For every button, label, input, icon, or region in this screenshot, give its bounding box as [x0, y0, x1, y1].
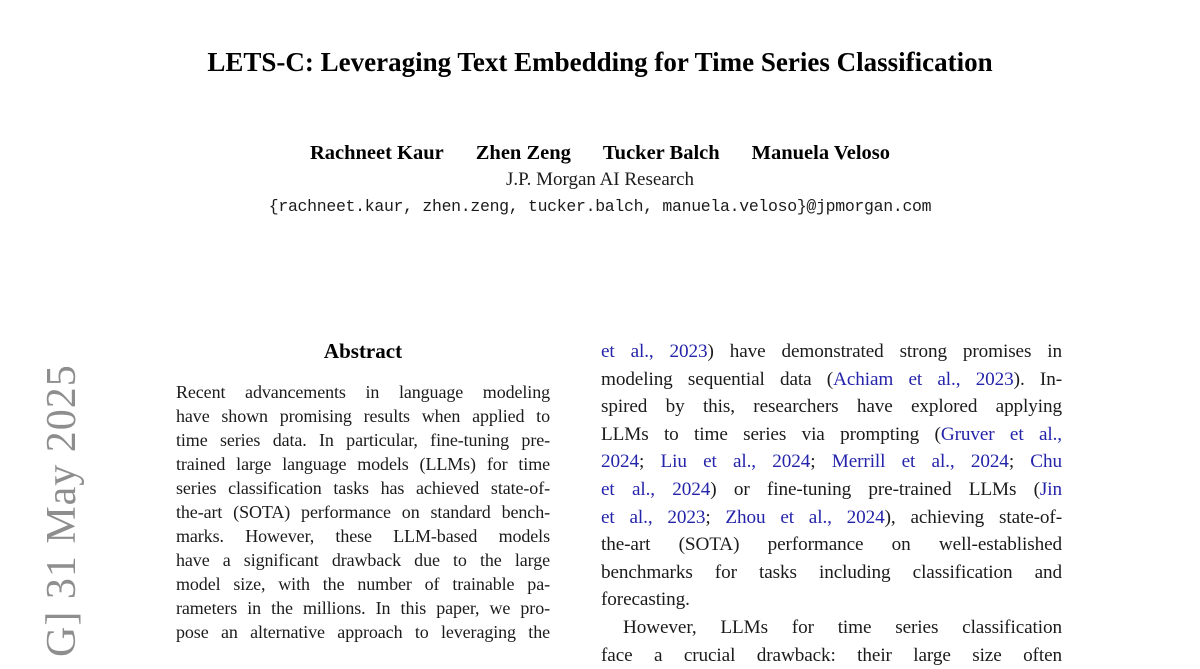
text-segment: However, LLMs for time series classification: [623, 616, 1062, 638]
citation-link[interactable]: et al., 2024: [601, 478, 711, 500]
citation-link[interactable]: Liu et al., 2024: [660, 451, 811, 473]
text-line: [601, 586, 1062, 614]
text-segment: ) have demonstrated strong promises in: [707, 341, 1062, 362]
text-line: [601, 476, 1062, 504]
author-list: [0, 142, 1200, 165]
text-segment: ;: [810, 451, 832, 473]
citation-link[interactable]: 2024: [601, 451, 639, 473]
author-name: Rachneet Kaur: [309, 142, 444, 164]
text-line: have shown promising results when applied to: [176, 406, 550, 426]
author-name: Tucker Balch: [602, 142, 720, 164]
text-line: [601, 448, 1062, 476]
citation-link[interactable]: Gruver et al.,: [940, 423, 1062, 445]
text-segment: ;: [705, 506, 726, 528]
text-segment: LLMs to time series via prompting (: [601, 423, 941, 445]
text-line: [601, 421, 1062, 449]
author-name: Manuela Veloso: [751, 142, 891, 164]
abstract-body: [176, 380, 550, 644]
text-segment: modeling sequential data (: [601, 368, 834, 390]
introduction-column: [601, 338, 1062, 666]
text-line: [601, 366, 1062, 394]
text-segment: spired by this, researchers have explored applying: [601, 396, 1062, 418]
citation-link[interactable]: et al., 2023: [601, 341, 708, 362]
text-line: [601, 614, 1062, 642]
citation-link[interactable]: et al., 2023: [601, 506, 706, 528]
text-segment: ;: [1008, 451, 1031, 473]
text-line: marks. However, these LLM-based models: [176, 526, 550, 546]
citation-link[interactable]: Zhou et al., 2024: [725, 506, 885, 528]
text-line: [601, 504, 1062, 532]
text-segment: the-art (SOTA) performance on well-established: [601, 534, 1062, 556]
text-line: model size, with the number of trainable pa-: [176, 574, 550, 594]
text-segment: face a crucial drawback: their large size often: [601, 644, 1062, 666]
author-name: Zhen Zeng: [475, 142, 571, 164]
text-segment: benchmarks for tasks including classification and: [601, 561, 1062, 583]
text-line: series classification tasks has achieved state-of-: [176, 478, 550, 498]
arxiv-watermark: G] 31 May 2025: [39, 364, 85, 657]
text-line: [601, 338, 1062, 366]
citation-link[interactable]: Achiam et al., 2023: [833, 368, 1014, 390]
text-line: trained large language models (LLMs) for time: [176, 454, 550, 474]
text-line: [601, 393, 1062, 421]
citation-link[interactable]: Chu: [1030, 451, 1062, 473]
paper-title: LETS-C: Leveraging Text Embedding for Time Series Classification: [207, 47, 993, 77]
text-line: rameters in the millions. In this paper, we pro-: [176, 598, 550, 618]
text-line: Recent advancements in language modeling: [176, 382, 550, 402]
affiliation: J.P. Morgan AI Research: [505, 169, 695, 190]
paper-header: [0, 0, 1200, 216]
abstract-column: [176, 339, 550, 648]
text-line: the-art (SOTA) performance on standard bench-: [176, 502, 550, 522]
author-emails: {rachneet.kaur, zhen.zeng, tucker.balch, manuela.veloso}@jpmorgan.com: [268, 197, 932, 216]
citation-link[interactable]: Jin: [1039, 478, 1062, 500]
abstract-heading: Abstract: [323, 339, 403, 363]
text-segment: ;: [638, 451, 661, 473]
text-segment: ) or fine-tuning pre-trained LLMs (: [710, 478, 1040, 500]
text-line: [601, 559, 1062, 587]
text-line: time series data. In particular, fine-tuning pre-: [176, 430, 550, 450]
text-line: pose an alternative approach to leveraging the: [176, 622, 550, 642]
text-segment: forecasting.: [601, 589, 690, 611]
text-line: [601, 531, 1062, 559]
text-line: have a significant drawback due to the large: [176, 550, 550, 570]
text-segment: ). In-: [1013, 368, 1062, 390]
text-line: [601, 642, 1062, 669]
text-segment: ), achieving state-of-: [884, 506, 1062, 528]
citation-link[interactable]: Merrill et al., 2024: [831, 451, 1009, 473]
